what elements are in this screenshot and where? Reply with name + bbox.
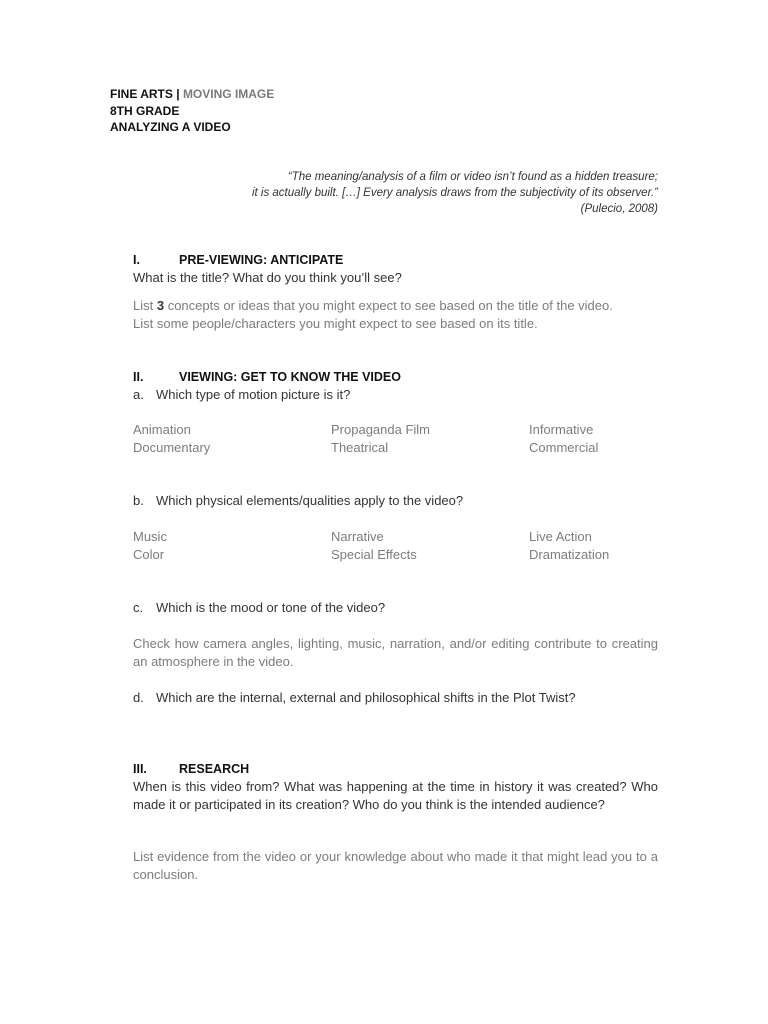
option-item: Animation	[133, 422, 191, 437]
section-3-number: III.	[133, 762, 147, 776]
option-item: Informative	[529, 422, 594, 437]
question-text: Which physical elements/qualities apply to the video?	[156, 493, 464, 508]
option-item: Color	[133, 547, 165, 562]
option-item: Commercial	[529, 440, 599, 455]
question-letter: d.	[133, 690, 144, 705]
option-item: Theatrical	[331, 440, 389, 455]
subject-line	[110, 86, 274, 102]
question-text: Which are the internal, external and philosophical shifts in the Plot Twist?	[156, 690, 576, 705]
option-item: Dramatization	[529, 547, 610, 562]
section-3-note: List evidence from the video or your knowledge about who made it that might lead you to a conclusion.	[133, 849, 658, 882]
physical-elements-options	[133, 528, 658, 568]
question-letter: c.	[133, 600, 144, 615]
section-1-number: I.	[133, 253, 140, 267]
section-3-heading	[133, 761, 249, 777]
section-1-title: PRE-VIEWING: ANTICIPATE	[179, 253, 344, 267]
question-d	[133, 689, 658, 707]
motion-picture-options	[133, 421, 658, 461]
section-1-question: What is the title? What do you think you’ll see?	[133, 270, 402, 285]
option-item: Special Effects	[331, 547, 417, 562]
note-emphasis: 3	[156, 298, 165, 313]
option-item: Narrative	[331, 529, 384, 544]
option-item: Propaganda Film	[331, 422, 430, 437]
option-item: Documentary	[133, 440, 211, 455]
section-2-title: VIEWING: GET TO KNOW THE VIDEO	[179, 370, 401, 384]
subject-label: FINE ARTS	[110, 87, 173, 101]
quote-line-2: it is actually built. […] Every analysis draws from the subjectivity of its observer.”	[251, 187, 658, 199]
quote-citation: (Pulecio, 2008)	[580, 203, 658, 215]
question-c	[133, 599, 658, 617]
option-item: Live Action	[529, 529, 592, 544]
question-text: Which is the mood or tone of the video?	[156, 600, 386, 615]
note-text: concepts or ideas that you might expect to see based on the title of the video.	[164, 298, 613, 313]
quote-block	[138, 169, 658, 217]
section-1-note-1	[133, 297, 658, 315]
section-1-note-2: List some people/characters you might expect to see based on its title.	[133, 316, 538, 331]
question-b	[133, 492, 658, 510]
grade-label: 8TH GRADE	[110, 104, 180, 118]
worksheet-title: ANALYZING A VIDEO	[110, 120, 231, 134]
option-item: Music	[133, 529, 167, 544]
section-2-heading	[133, 369, 401, 385]
section-2-number: II.	[133, 370, 144, 384]
section-1-heading	[133, 252, 343, 268]
subject-separator: |	[176, 87, 180, 101]
question-letter: b.	[133, 493, 144, 508]
question-a	[133, 386, 658, 404]
section-3-question: When is this video from? What was happening at the time in history it was created? Who made it or participated in its creation? Who do you think is the intended audience?	[133, 779, 658, 812]
question-text: Which type of motion picture is it?	[156, 387, 351, 402]
quote-line-1: “The meaning/analysis of a film or video isn’t found as a hidden treasure;	[287, 171, 658, 183]
section-3-title: RESEARCH	[179, 762, 250, 776]
question-letter: a.	[133, 387, 144, 402]
question-c-note: Check how camera angles, lighting, music, narration, and/or editing contribute to creating an atmosphere in the video.	[133, 636, 658, 669]
unit-label: MOVING IMAGE	[182, 87, 275, 101]
note-text: List	[133, 298, 157, 313]
